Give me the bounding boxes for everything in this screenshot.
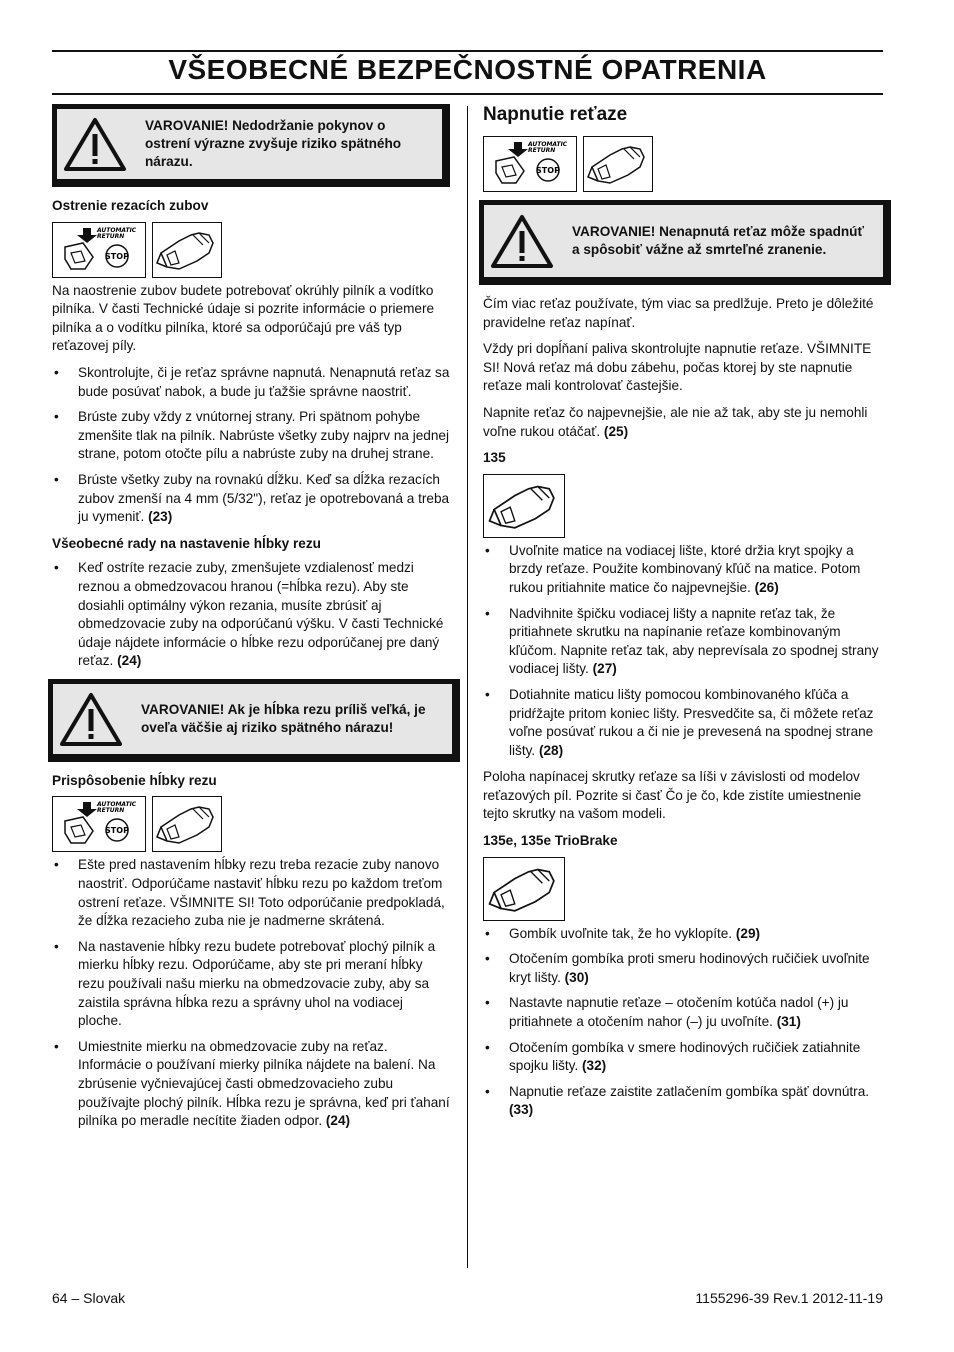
paragraph: Na naostrenie zubov budete potrebovať okrúhly pilník a vodítko pilníka. V časti Technické údaje si pozrite informácie o priemere pilníka a o vodítku pilníka, ktoré sa odporúčajú pre váš typ reťazovej píly.: [52, 282, 435, 354]
safety-icons: [52, 222, 450, 278]
stop-label: STOP: [536, 166, 560, 175]
list-item: • Dotiahnite maticu lišty pomocou kombinovaného kľúča a pridŕžajte pritom koniec lišty. Presvedčite sa, či môžete reťaz voľne posúvať rukou a či nie je prevesená na spodnej strane lišty. (28): [483, 686, 883, 760]
protective-glove-icon: [483, 474, 565, 538]
bullet-list: [52, 856, 450, 1130]
chain-brake-stop-icon: [52, 796, 146, 852]
page-title: VŠEOBECNÉ BEZPEČNOSTNÉ OPATRENIA: [168, 54, 767, 85]
auto-return-label-1: AUTOMATIC: [97, 226, 137, 234]
auto-return-label-1: AUTOMATIC: [97, 801, 137, 809]
bullet-list: [483, 925, 883, 1120]
section-heading: Všeobecné rady na nastavenie hĺbky rezu: [52, 535, 321, 551]
section-heading: Ostrenie rezacích zubov: [52, 198, 209, 213]
header-rule-top: [52, 50, 883, 52]
list-item: • Napnutie reťaze zaistite zatlačením gombíka späť dovnútra. (33): [483, 1083, 883, 1120]
auto-return-label-1: AUTOMATIC: [528, 141, 568, 148]
figure-ref: (23): [148, 509, 173, 525]
figure-ref: (28): [538, 742, 564, 758]
left-column: [52, 104, 450, 1139]
warning-triangle-icon: [63, 116, 127, 172]
figure-ref: (32): [582, 1058, 607, 1074]
section-heading: Prispôsobenie hĺbky rezu: [52, 772, 217, 788]
list-item: • Na nastavenie hĺbky rezu budete potrebovať plochý pilník a mierku hĺbky rezu. Odporúčame, aby ste pri meraní hĺbky rezu používali našu mierku na obmedzovacie zuby, aby sa zaistila správna hĺbka rezu a správny uhol na vodiacej ploche.: [52, 938, 450, 1031]
model-heading: 135: [483, 450, 506, 466]
list-item: • Gombík uvoľnite tak, že ho vyklopíte. (29): [483, 925, 883, 944]
figure-ref: (27): [592, 661, 617, 677]
list-item: • Brúste zuby vždy z vnútornej strany. Pri spätnom pohybe zmenšite tlak na pilník. Nabrúste všetky zuby najprv na jednej strane, potom otočte pílu a nabrúste zuby na druhej strane.: [52, 408, 450, 464]
figure-ref: (31): [776, 1014, 801, 1030]
list-item: • Skontrolujte, či je reťaz správne napnutá. Nenapnutá reťaz sa bude posúvať nabok, a bude ju ťažšie správne naostriť.: [52, 364, 450, 401]
bullet-list: [483, 542, 883, 761]
figure-ref: (30): [564, 969, 589, 985]
warning-triangle-icon: [490, 213, 554, 269]
safety-icons: [483, 136, 883, 192]
list-item: • Ešte pred nastavením hĺbky rezu treba rezacie zuby nanovo naostriť. Odporúčame nastaviť hĺbku rezu po každom treťom ostrení reťaze. VŠIMNITE SI! Toto odporúčanie predpokladá, že dĺžka rezacieho zuba nie je nadmerne skrátená.: [52, 856, 450, 930]
protective-glove-icon: [152, 796, 222, 852]
column-divider: [467, 106, 468, 1268]
chain-brake-stop-icon: [483, 136, 577, 192]
list-item: • Keď ostríte rezacie zuby, zmenšujete vzdialenosť medzi reznou a obmedzovacou hranou (=hĺbka rezu). Aby ste dosiahli optimálny výkon rezania, musíte zbrúsiť aj obmedzovacie zuby na odporúčanú výšku. V časti Technické údaje nájdete informácie o hĺbke rezu odporúčanej pre daný reťaz. (24): [52, 559, 450, 671]
list-item: • Uvoľnite matice na vodiacej lište, ktoré držia kryt spojky a brzdy reťaze. Použite kombinovaný kľúč na matice. Potom rukou pritiahnite matice čo najpevnejšie. (26): [483, 542, 883, 598]
paragraph: Napnite reťaz čo najpevnejšie, ale nie až tak, aby ste ju nemohli voľne rukou otáčať. (25): [483, 404, 868, 439]
protective-glove-icon: [152, 222, 222, 278]
paragraph: Poloha napínacej skrutky reťaze sa líši v závislosti od modelov reťazových píl. Pozrite si časť Čo je čo, kde zistíte umiestnenie tejto skrutky na vašom modeli.: [483, 769, 862, 822]
auto-return-label-2: RETURN: [97, 232, 125, 240]
safety-icons: [483, 857, 883, 921]
auto-return-label-2: RETURN: [97, 807, 125, 815]
warning-text: VAROVANIE! Nenapnutá reťaz môže spadnúť a spôsobiť vážne až smrteľné zranenie.: [572, 224, 864, 257]
list-item: • Nadvihnite špičku vodiacej lišty a napnite reťaz tak, že pritiahnete skrutku na napínanie reťaze kombinovaným kľúčom. Napnite reťaz tak, aby neprevísala zo spodnej strany vodiacej lišty. (27): [483, 605, 883, 679]
list-item: • Umiestnite mierku na obmedzovacie zuby na reťaz. Informácie o používaní mierky pilníka nájdete na balení. Na zbrúsenie vyčnievajúcej časti obmedzovacieho zubu používajte plochý pilník. Hĺbka rezu je správna, keď pri ťahaní pilníka po meradle necítite žiaden odpor. (24): [52, 1038, 450, 1131]
section-heading: Napnutie reťaze: [483, 104, 628, 125]
chain-brake-stop-icon: [52, 222, 146, 278]
stop-label: STOP: [105, 826, 129, 836]
list-item: • Otočením gombíka v smere hodinových ručičiek zatiahnite spojku lišty. (32): [483, 1039, 883, 1076]
footer-document-id: 1155296-39 Rev.1 2012-11-19: [695, 1290, 883, 1306]
warning-box: [479, 200, 891, 285]
footer-page-number: 64 – Slovak: [52, 1290, 126, 1306]
protective-glove-icon: [483, 857, 565, 921]
warning-triangle-icon: [59, 691, 123, 747]
right-column: [483, 104, 883, 1128]
figure-ref: (25): [603, 423, 629, 439]
paragraph: Vždy pri dopĺňaní paliva skontrolujte napnutie reťaze. VŠIMNITE SI! Nová reťaz má dobu zábehu, počas ktorej by ste napnutie reťaze mali kontrolovať častejšie.: [483, 341, 872, 394]
figure-ref: (24): [325, 1113, 351, 1129]
figure-ref: (26): [754, 579, 779, 595]
list-item: • Nastavte napnutie reťaze – otočením kotúča nadol (+) ju pritiahnete a otočením nahor (–) ju uvoľníte. (31): [483, 994, 883, 1031]
list-item: • Otočením gombíka proti smeru hodinových ručičiek uvoľnite kryt lišty. (30): [483, 950, 883, 987]
warning-box: [52, 104, 450, 187]
figure-ref: (24): [117, 653, 142, 669]
safety-icons: [52, 796, 450, 852]
warning-text: VAROVANIE! Ak je hĺbka rezu príliš veľká, je oveľa väčšie aj riziko spätného nárazu!: [141, 701, 426, 735]
warning-box: [48, 679, 460, 762]
paragraph: Čím viac reťaz používate, tým viac sa predlžuje. Preto je dôležité pravidelne reťaz napínať.: [483, 296, 874, 330]
stop-label: STOP: [105, 251, 129, 261]
figure-ref: (29): [735, 925, 761, 941]
protective-glove-icon: [583, 136, 653, 192]
list-item: • Brúste všetky zuby na rovnakú dĺžku. Keď sa dĺžka rezacích zubov zmenší na 4 mm (5/32"), reťaz je opotrebovaná a treba ju vymeniť. (23): [52, 471, 450, 527]
bullet-list: [52, 364, 450, 527]
bullet-list: [52, 559, 450, 671]
figure-ref: (33): [509, 1102, 534, 1118]
warning-text: VAROVANIE! Nedodržanie pokynov o ostrení výrazne zvyšuje riziko spätného nárazu.: [145, 118, 402, 169]
header-rule-bottom: [52, 93, 883, 95]
safety-icons: [483, 474, 883, 538]
model-heading: 135e, 135e TrioBrake: [483, 833, 618, 849]
auto-return-label-2: RETURN: [528, 147, 556, 154]
